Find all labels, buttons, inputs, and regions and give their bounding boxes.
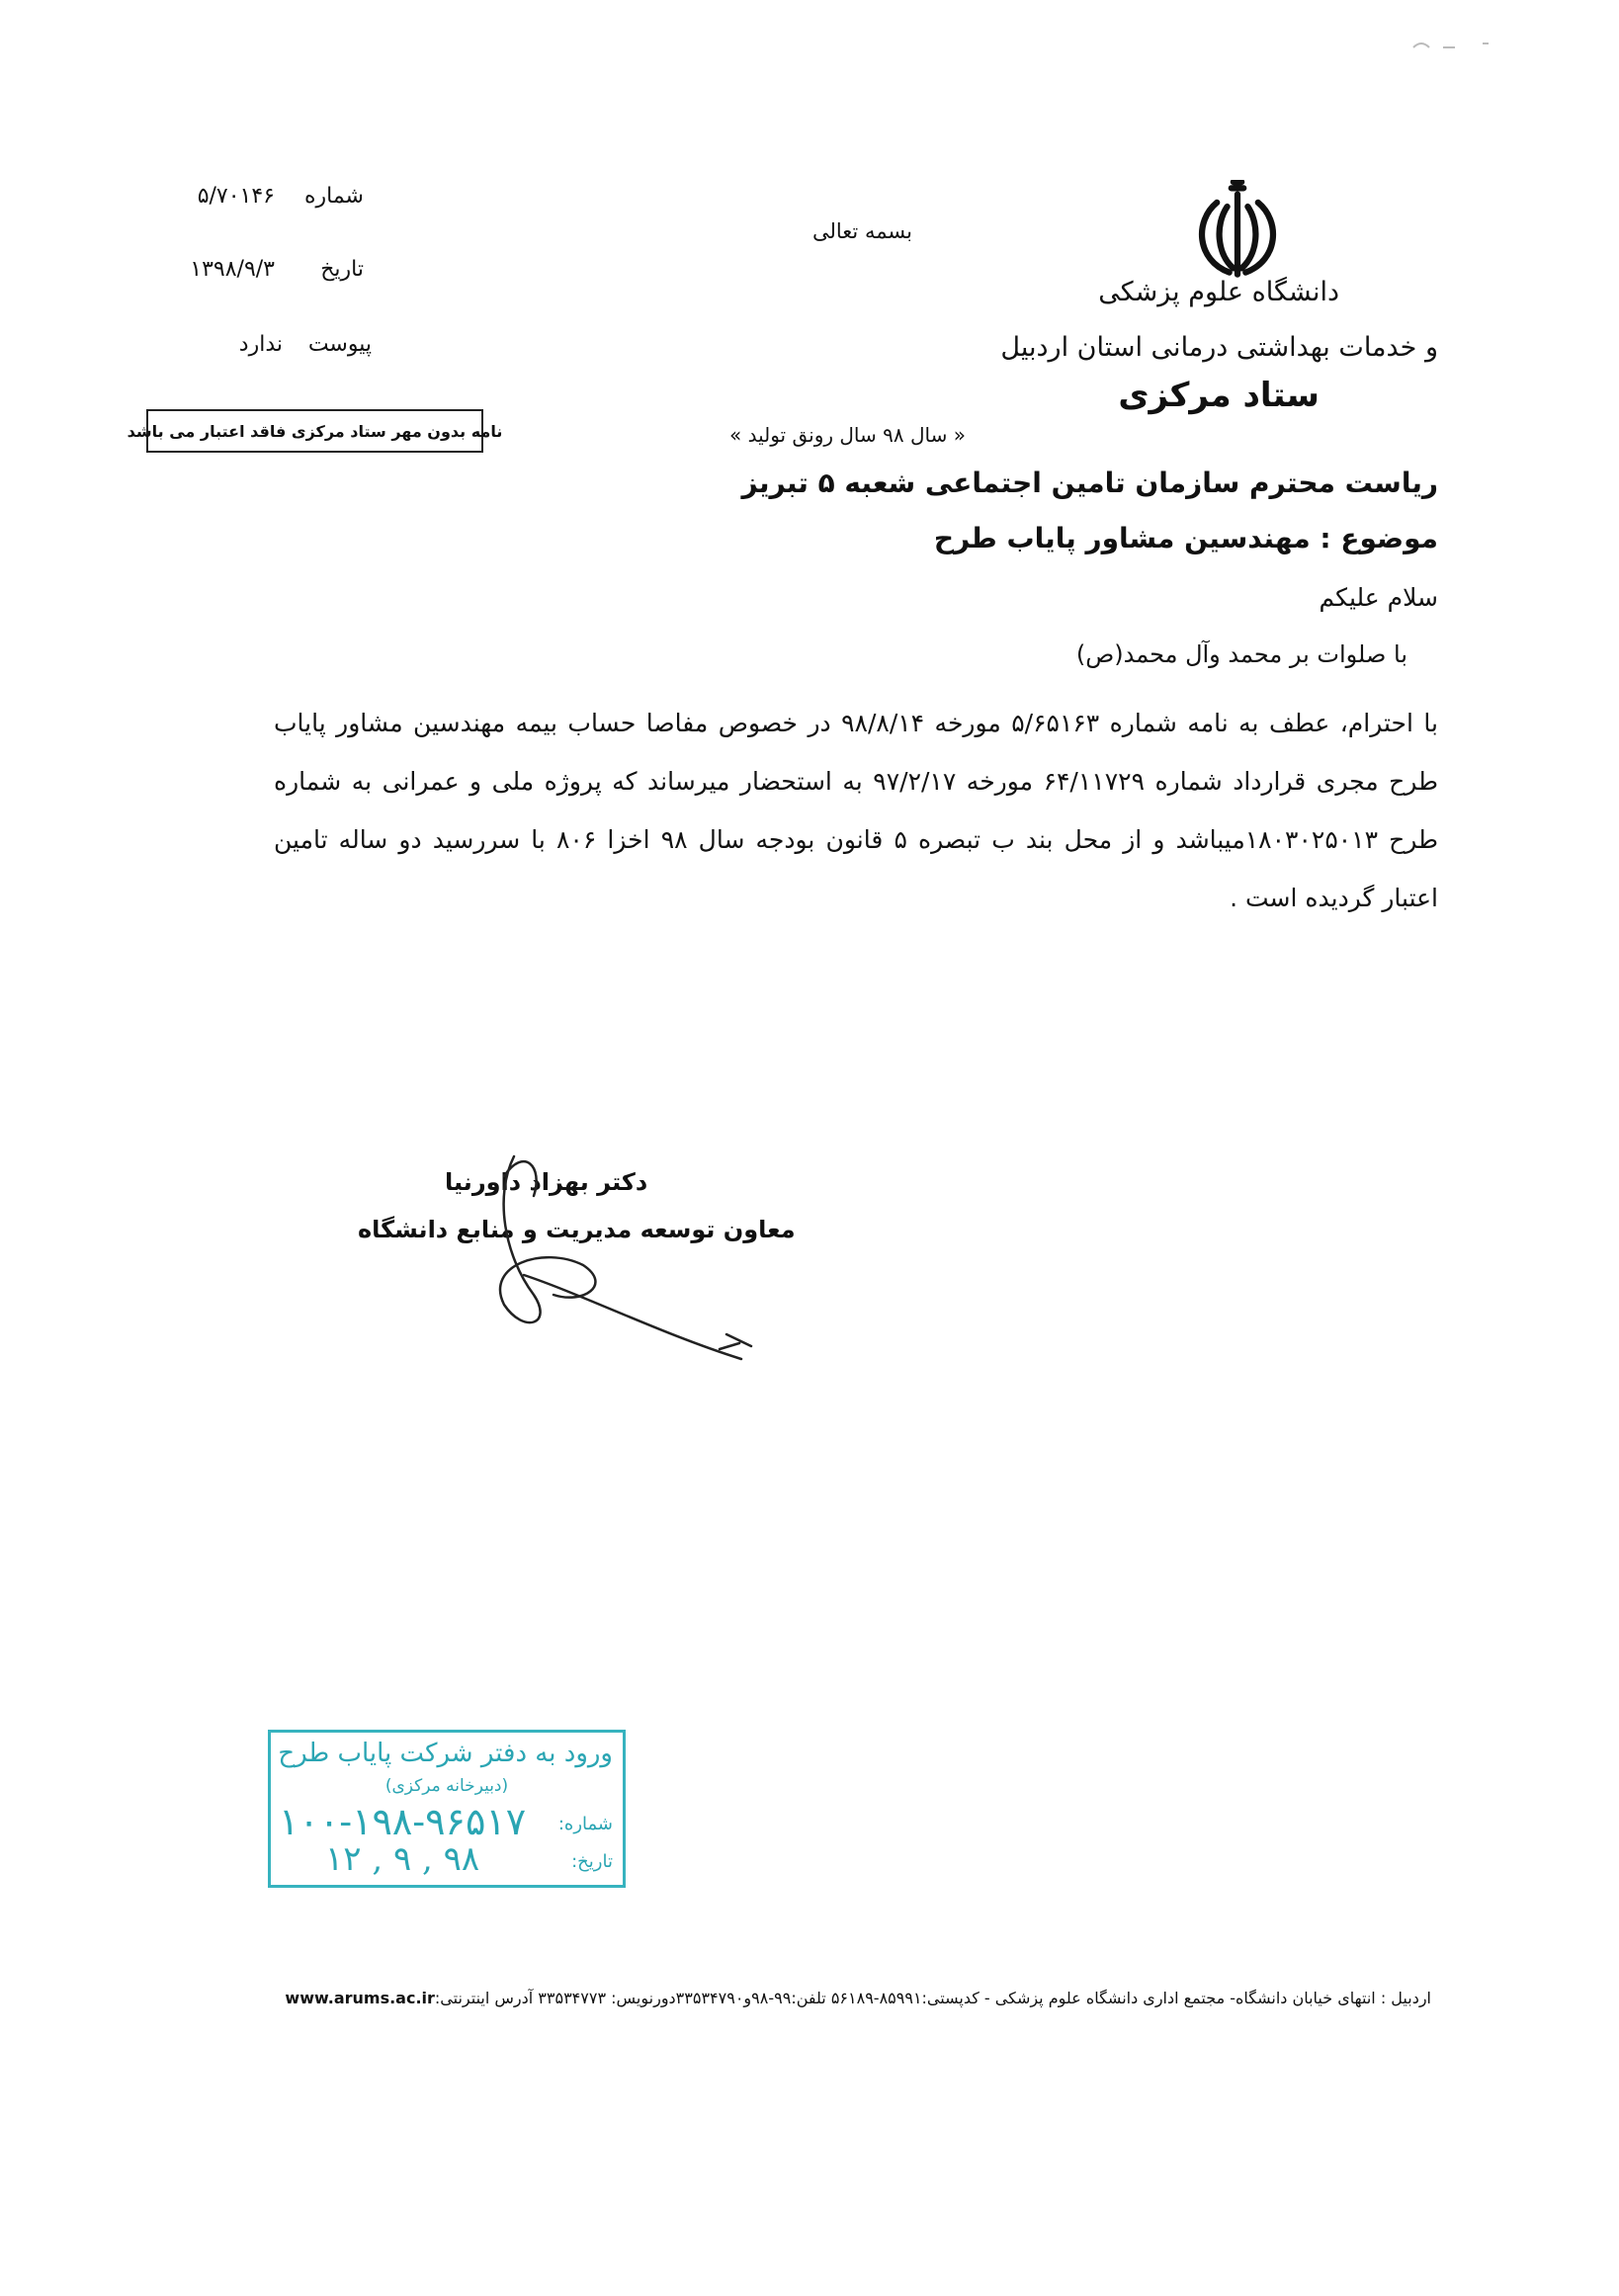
stamp-number-value: ۱۰۰-۱۹۸-۹۶۵۱۷ bbox=[279, 1800, 527, 1843]
received-stamp bbox=[268, 1730, 626, 1888]
number-label: شماره bbox=[303, 184, 364, 209]
stamp-number-label: شماره: bbox=[557, 1814, 613, 1834]
subject: موضوع : مهندسین مشاور پایاب طرح bbox=[933, 522, 1438, 554]
letter-number bbox=[198, 184, 364, 209]
stamp-subtitle: (دبیرخانه مرکزی) bbox=[384, 1776, 509, 1796]
validity-notice: نامه بدون مهر ستاد مرکزی فاقد اعتبار می باشد bbox=[146, 409, 483, 453]
stamp-date-value: ۹۸ , ۹ , ۱۲ bbox=[325, 1839, 480, 1879]
bismillah: بسمه تعالی bbox=[812, 219, 912, 243]
scan-marks bbox=[1404, 36, 1502, 55]
recipient: ریاست محترم سازمان تامین اجتماعی شعبه ۵ تبریز bbox=[741, 467, 1438, 499]
date-value: ۱۳۹۸/۹/۳ bbox=[190, 257, 275, 282]
number-value: ۵/۷۰۱۴۶ bbox=[197, 184, 275, 209]
signer-title: معاون توسعه مدیریت و منابع دانشگاه bbox=[358, 1216, 796, 1243]
stamp-title: ورود به دفتر شرکت پایاب طرح bbox=[278, 1739, 613, 1768]
footer-address bbox=[285, 1989, 1431, 2007]
website-link[interactable]: www.arums.ac.ir bbox=[285, 1989, 435, 2007]
attachment-value: ندارد bbox=[238, 332, 283, 357]
iran-emblem-icon bbox=[1186, 180, 1289, 283]
letter-attachment bbox=[239, 332, 372, 357]
attachment-label: پیوست bbox=[307, 332, 372, 357]
date-label: تاریخ bbox=[320, 257, 364, 282]
university-name: دانشگاه علوم پزشکی bbox=[1098, 277, 1339, 307]
handwritten-signature bbox=[465, 1137, 761, 1374]
letter-date bbox=[190, 257, 364, 282]
salavat: با صلوات بر محمد وآل محمد(ص) bbox=[1075, 640, 1407, 668]
signer-name: دکتر بهزاد داورنیا bbox=[445, 1168, 648, 1196]
greeting: سلام علیکم bbox=[1319, 583, 1438, 612]
letter-body: با احترام، عطف به نامه شماره ۵/۶۵۱۶۳ مورخه ۹۸/۸/۱۴ در خصوص مفاصا حساب بیمه مهندسین مشاور پایاب طرح مجری قرارداد شماره ۶۴/۱۱۷۲۹ مورخه ۹۷/۲/۱۷ به استحضار میرساند که پروژه ملی و عمرانی به شماره طرح ۱۸۰۳۰۲۵۰۱۳میباشد و از محل بند ب تبصره ۵ قانون بودجه سال ۹۸ اخزا ۸۰۶ با سررسید دو ساله تامین اعتبار گردیده است . bbox=[274, 709, 1438, 912]
stamp-date-label: تاریخ: bbox=[571, 1851, 613, 1872]
university-subtitle: و خدمات بهداشتی درمانی استان اردبیل bbox=[1000, 332, 1438, 363]
address-text: اردبیل : انتهای خیابان دانشگاه- مجتمع اداری دانشگاه علوم پزشکی - کدپستی:۸۵۹۹۱-۵۶۱۸۹ تلفن:۹۹-۹۸و۳۳۵۳۴۷۹۰دورنویس: ۳۳۵۳۴۷۷۳ آدرس اینترنتی: bbox=[434, 1989, 1431, 2007]
year-slogan: « سال ۹۸ سال رونق تولید » bbox=[729, 423, 966, 447]
department-name: ستاد مرکزی bbox=[1118, 376, 1320, 415]
